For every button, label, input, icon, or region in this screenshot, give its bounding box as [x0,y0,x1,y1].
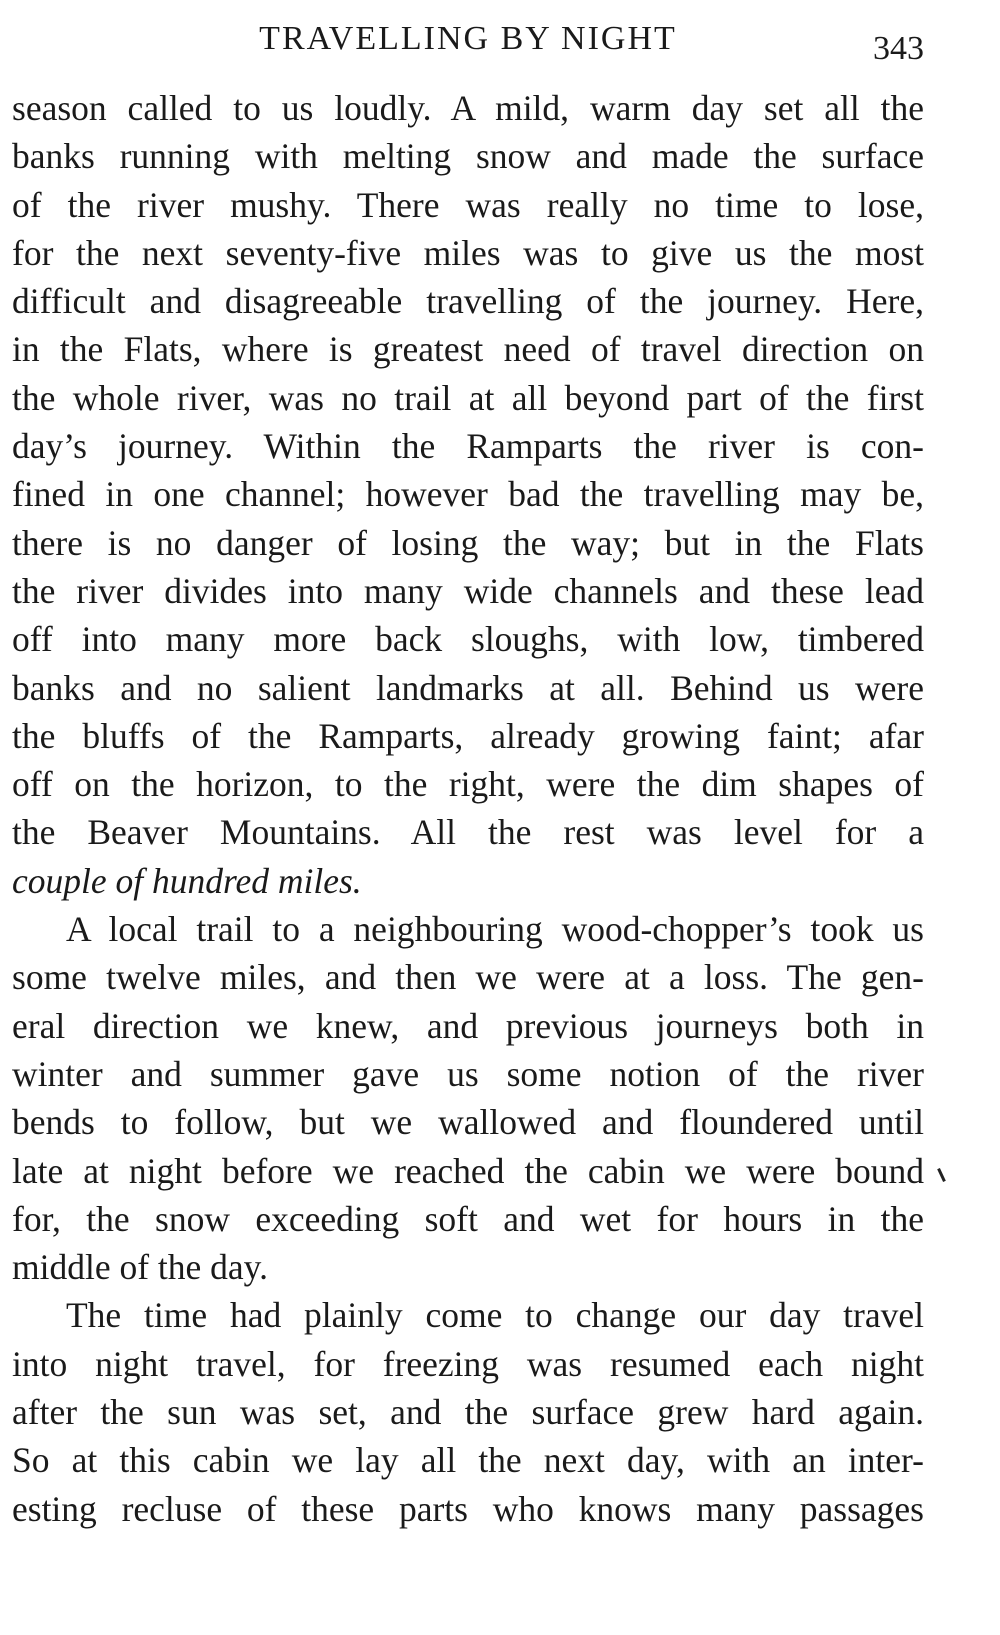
text-line: esting recluse of these parts who knows many passages [12,1488,924,1529]
text-line: the river divides into many wide channels and these lead [12,570,924,611]
text-line: some twelve miles, and then we were at a loss. The gen- [12,957,924,998]
text-line: into night travel, for freezing was resumed each night [12,1343,924,1384]
text-line: difficult and disagreeable travelling of the journey. Here, [12,281,924,322]
text-line: A local trail to a neighbouring wood-chopper’s took us [66,909,924,950]
text-line: late at night before we reached the cabin we were bound [12,1150,924,1191]
text-line: So at this cabin we lay all the next day, with an inter- [12,1440,924,1481]
running-head [12,0,924,84]
text-line: the Beaver Mountains. All the rest was level for a [12,812,924,853]
text-line: off on the horizon, to the right, were the dim shapes of [12,764,924,805]
text-line: fined in one channel; however bad the travelling may be, [12,474,924,515]
text-line: the whole river, was no trail at all beyond part of the first [12,377,924,418]
paragraph-1 [12,84,924,905]
text-line: banks running with melting snow and made the surface [12,136,924,177]
page-number: 343 [873,30,924,67]
text-line: of the river mushy. There was really no time to lose, [12,184,924,225]
margin-mark [937,1168,946,1182]
text-line: banks and no salient landmarks at all. Behind us were [12,667,924,708]
text-line: for, the snow exceeding soft and wet for hours in the [12,1198,924,1239]
text-line: for the next seventy-five miles was to give us the most [12,232,924,273]
text-line: season called to us loudly. A mild, warm day set all the [12,88,924,128]
text-line: in the Flats, where is greatest need of travel direction on [12,329,924,370]
paragraph-3 [12,1291,924,1532]
text-line: couple of hundred miles. [12,860,362,901]
text-line: there is no danger of losing the way; but in the Flats [12,522,924,563]
book-page [12,0,924,1635]
paragraph-2 [12,905,924,1291]
body-text [12,84,924,1533]
text-line: middle of the day. [12,1247,268,1288]
text-line: bends to follow, but we wallowed and floundered until [12,1102,924,1143]
text-line: The time had plainly come to change our day travel [66,1295,924,1336]
text-line: the bluffs of the Ramparts, already growing faint; afar [12,715,924,756]
text-line: winter and summer gave us some notion of the river [12,1053,924,1094]
text-line: off into many more back sloughs, with low, timbered [12,619,924,660]
text-line: day’s journey. Within the Ramparts the river is con- [12,426,924,467]
text-line: eral direction we knew, and previous journeys both in [12,1005,924,1046]
text-line: after the sun was set, and the surface grew hard again. [12,1392,924,1433]
running-title: TRAVELLING BY NIGHT [259,20,677,57]
